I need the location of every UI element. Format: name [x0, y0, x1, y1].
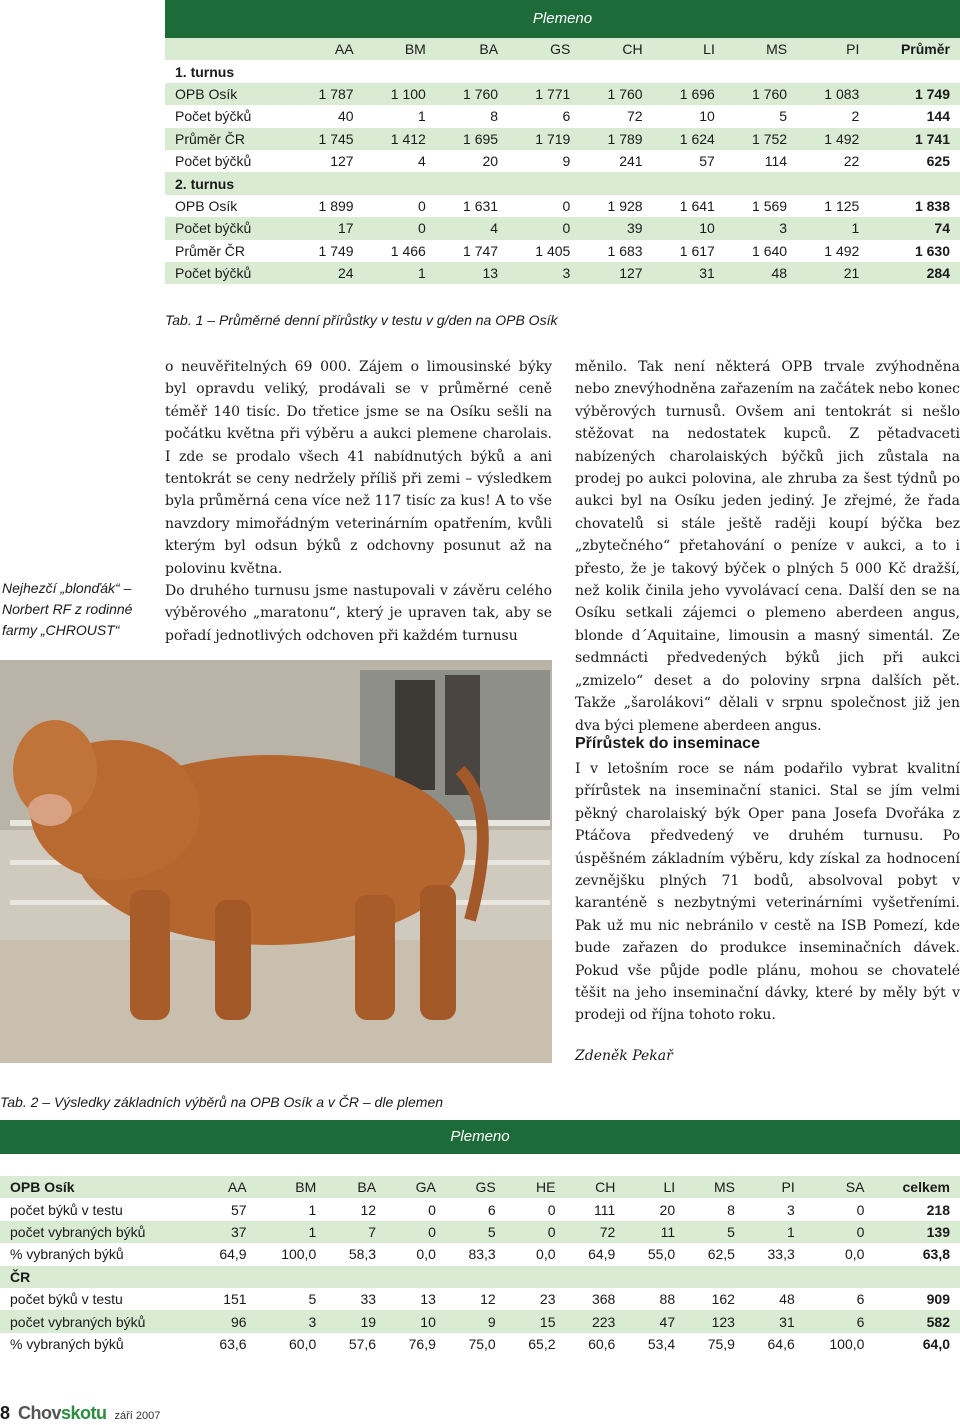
table-cell: 22 — [797, 150, 869, 172]
table-cell: 1 617 — [653, 240, 725, 262]
paragraph: Do druhého turnusu jsme nastupovali v závěru celého výběrového „maratonu“, který je upraven tak, aby se pořadí jednotlivých odchoven při každém turnusu — [165, 583, 552, 644]
table-cell: 100,0 — [257, 1243, 327, 1265]
header-cell: PI — [797, 38, 869, 60]
header-cell: BA — [436, 38, 508, 60]
section-label: 1. turnus — [165, 60, 960, 82]
table-cell: 5 — [725, 105, 797, 127]
header-cell: Průměr — [869, 38, 960, 60]
header-cell: CH — [566, 1176, 626, 1198]
table-cell: 0 — [364, 195, 436, 217]
section-label: 2. turnus — [165, 172, 960, 194]
table-cell: 12 — [446, 1288, 506, 1310]
table-cell: 1 899 — [291, 195, 363, 217]
bull-photo — [0, 660, 552, 1063]
article-column-2 — [575, 356, 960, 737]
article-column-3 — [575, 758, 960, 1027]
table-cell: 218 — [874, 1198, 960, 1220]
table-row — [0, 1288, 960, 1310]
table-cell: 1 760 — [436, 83, 508, 105]
table-cell: Počet býčků — [165, 105, 291, 127]
table-cell: 64,9 — [197, 1243, 257, 1265]
header-cell: BM — [364, 38, 436, 60]
table-cell: 48 — [745, 1288, 805, 1310]
table-row — [0, 1198, 960, 1220]
table-cell: 1 569 — [725, 195, 797, 217]
header-cell: MS — [685, 1176, 745, 1198]
table-2 — [0, 1176, 960, 1355]
table-cell: 1 — [797, 217, 869, 239]
table-cell: 1 741 — [869, 128, 960, 150]
table-cell: 5 — [257, 1288, 327, 1310]
table-2-caption: Tab. 2 – Výsledky základních výběrů na OPB Osík a v ČR – dle plemen — [0, 1094, 444, 1110]
issue-date: září 2007 — [114, 1410, 161, 1422]
table-cell: 1 749 — [869, 83, 960, 105]
table-cell: 7 — [326, 1221, 386, 1243]
table-cell: 57 — [653, 150, 725, 172]
header-cell: CH — [580, 38, 652, 60]
table-cell: 8 — [436, 105, 508, 127]
table-cell: 20 — [625, 1198, 685, 1220]
table-cell: 1 838 — [869, 195, 960, 217]
table-cell: 1 100 — [364, 83, 436, 105]
table-cell: 65,2 — [506, 1333, 566, 1355]
table-cell: 3 — [745, 1198, 805, 1220]
table-cell: 1 125 — [797, 195, 869, 217]
table-row — [165, 128, 960, 150]
table-cell: 0 — [508, 195, 580, 217]
table-2-band: Plemeno — [0, 1120, 960, 1154]
table-cell: 1 — [745, 1221, 805, 1243]
table-cell: 0 — [508, 217, 580, 239]
table-cell: 75,9 — [685, 1333, 745, 1355]
table-cell: 100,0 — [805, 1333, 875, 1355]
table-cell: 111 — [566, 1198, 626, 1220]
header-cell: HE — [506, 1176, 566, 1198]
table-cell: 83,3 — [446, 1243, 506, 1265]
table-cell: 72 — [566, 1221, 626, 1243]
table-cell: 127 — [291, 150, 363, 172]
table-cell: 3 — [725, 217, 797, 239]
logo-part: Chov — [18, 1403, 62, 1423]
header-cell: AA — [291, 38, 363, 60]
header-cell: GA — [386, 1176, 446, 1198]
table-2-grid — [0, 1176, 960, 1355]
table-cell: 4 — [436, 217, 508, 239]
table-cell: 33,3 — [745, 1243, 805, 1265]
table-1-caption: Tab. 1 – Průměrné denní přírůstky v testu v g/den na OPB Osík — [165, 312, 558, 328]
table-cell: 1 412 — [364, 128, 436, 150]
table-cell: 55,0 — [625, 1243, 685, 1265]
header-cell: GS — [446, 1176, 506, 1198]
header-cell — [165, 38, 291, 60]
table-cell: 162 — [685, 1288, 745, 1310]
table-1-grid — [165, 38, 960, 284]
table-section-row — [0, 1266, 960, 1288]
photo-caption: Nejhezčí „blonďák“ – Norbert RF z rodinné farmy „CHROUST“ — [2, 580, 133, 638]
table-header-row — [165, 38, 960, 60]
header-cell: MS — [725, 38, 797, 60]
table-cell: 74 — [869, 217, 960, 239]
table-row — [0, 1333, 960, 1355]
table-cell: 1 747 — [436, 240, 508, 262]
table-cell: 9 — [508, 150, 580, 172]
table-cell: Počet býčků — [165, 217, 291, 239]
table-cell: 11 — [625, 1221, 685, 1243]
table-cell: 20 — [436, 150, 508, 172]
table-cell: 1 683 — [580, 240, 652, 262]
table-cell: 1 624 — [653, 128, 725, 150]
table-cell: 9 — [446, 1310, 506, 1332]
header-cell: SA — [805, 1176, 875, 1198]
table-cell: 123 — [685, 1310, 745, 1332]
table-cell: 582 — [874, 1310, 960, 1332]
table-1-band: Plemeno — [165, 0, 960, 38]
table-cell: 4 — [364, 150, 436, 172]
table-row — [165, 83, 960, 105]
table-cell: 64,6 — [745, 1333, 805, 1355]
table-cell: 76,9 — [386, 1333, 446, 1355]
table-cell: 21 — [797, 262, 869, 284]
table-row — [165, 240, 960, 262]
page-number: 8 — [0, 1403, 11, 1423]
table-header-row — [0, 1176, 960, 1198]
table-cell: 60,0 — [257, 1333, 327, 1355]
table-row — [165, 105, 960, 127]
table-cell: 72 — [580, 105, 652, 127]
table-cell: 284 — [869, 262, 960, 284]
table-cell: 33 — [326, 1288, 386, 1310]
table-cell: 1 631 — [436, 195, 508, 217]
paragraph: I v letošním roce se nám podařilo vybrat kvalitní přírůstek na inseminační stanici. Stal se jím velmi pěkný charolaiský býk Oper pana Josefa Dvořáka z Ptáčova předvedený ve druhém turnusu. Po úspěšném základním výběru, kdy získal za hodnocení zevnějšku plných 71 bodů, absolvoval pobyt v karanténě s nezbytnými veterinárními vyšetřeními. Pak už mu nic nebránilo v cestě na ISB Pomezí, kde bude zařazen do produkce inseminačních dávek. Pokud vše půjde podle plánu, mohou se chovatelé těšit na jeho inseminační dávky, které by měly být v prodeji od října tohoto roku. — [575, 761, 960, 1024]
table-cell: 6 — [508, 105, 580, 127]
table-cell: 19 — [326, 1310, 386, 1332]
table-cell: % vybraných býků — [0, 1333, 197, 1355]
table-cell: 1 696 — [653, 83, 725, 105]
table-cell: 1 — [364, 262, 436, 284]
table-cell: 17 — [291, 217, 363, 239]
magazine-logo — [18, 1403, 107, 1424]
table-cell: 223 — [566, 1310, 626, 1332]
table-cell: 6 — [805, 1288, 875, 1310]
table-cell: 10 — [653, 217, 725, 239]
table-row — [0, 1221, 960, 1243]
table-cell: 96 — [197, 1310, 257, 1332]
table-cell: 1 083 — [797, 83, 869, 105]
table-cell: 37 — [197, 1221, 257, 1243]
table-cell: 57 — [197, 1198, 257, 1220]
table-cell: 2 — [797, 105, 869, 127]
table-cell: 1 760 — [725, 83, 797, 105]
table-cell: 0 — [805, 1198, 875, 1220]
table-cell: 0 — [364, 217, 436, 239]
table-cell: OPB Osík — [165, 83, 291, 105]
table-cell: 127 — [580, 262, 652, 284]
table-cell: 1 771 — [508, 83, 580, 105]
table-cell: 241 — [580, 150, 652, 172]
paragraph: o neuvěřitelných 69 000. Zájem o limousinské býky byl opravdu veliký, prodávali se v průměrné ceně téměř 140 tisíc. Do třetice jsme se na Osíku sešli na počátku května při výběru a aukci plemene charolais. I zde se prodalo všech 41 nabídnutých býků a ani tentokrát se ceny nedržely příliš při zemi – výsledkem byla průměrná cena více než 117 tisíc za kus! A to vše navzdory mimořádným veterinárním opatřením, kvůli kterým byl odsun býků z odchovny posunut až na polovinu května. — [165, 359, 552, 577]
table-cell: 0 — [386, 1221, 446, 1243]
table-cell: 48 — [725, 262, 797, 284]
table-cell: Počet býčků — [165, 150, 291, 172]
section-heading: Přírůstek do inseminace — [575, 735, 760, 752]
table-cell: 1 695 — [436, 128, 508, 150]
table-cell: 0 — [805, 1221, 875, 1243]
table-cell: 64,0 — [874, 1333, 960, 1355]
table-cell: 1 405 — [508, 240, 580, 262]
table-cell: 1 492 — [797, 128, 869, 150]
table-cell: 58,3 — [326, 1243, 386, 1265]
table-cell: 75,0 — [446, 1333, 506, 1355]
table-cell: 0 — [506, 1198, 566, 1220]
table-cell: 114 — [725, 150, 797, 172]
table-row — [0, 1243, 960, 1265]
header-cell: OPB Osík — [0, 1176, 197, 1198]
table-cell: 24 — [291, 262, 363, 284]
table-cell: Průměr ČR — [165, 240, 291, 262]
table-cell: 10 — [386, 1310, 446, 1332]
table-row — [0, 1310, 960, 1332]
table-cell: 909 — [874, 1288, 960, 1310]
table-cell: 31 — [745, 1310, 805, 1332]
table-cell: 40 — [291, 105, 363, 127]
table-row — [165, 195, 960, 217]
table-cell: 57,6 — [326, 1333, 386, 1355]
table-cell: 88 — [625, 1288, 685, 1310]
table-cell: 0 — [506, 1221, 566, 1243]
header-cell: celkem — [874, 1176, 960, 1198]
table-cell: 47 — [625, 1310, 685, 1332]
table-cell: 64,9 — [566, 1243, 626, 1265]
table-cell: 1 641 — [653, 195, 725, 217]
table-cell: 0,0 — [506, 1243, 566, 1265]
table-cell: 1 640 — [725, 240, 797, 262]
table-cell: 1 752 — [725, 128, 797, 150]
table-cell: 368 — [566, 1288, 626, 1310]
table-cell: 39 — [580, 217, 652, 239]
table-cell: počet vybraných býků — [0, 1221, 197, 1243]
table-cell: 62,5 — [685, 1243, 745, 1265]
table-cell: 31 — [653, 262, 725, 284]
table-cell: 139 — [874, 1221, 960, 1243]
bull-illustration — [0, 660, 552, 1063]
table-cell: 1 745 — [291, 128, 363, 150]
table-cell: OPB Osík — [165, 195, 291, 217]
table-row — [165, 217, 960, 239]
table-cell: 1 — [257, 1221, 327, 1243]
section-label: ČR — [0, 1266, 960, 1288]
page-footer — [0, 1403, 160, 1425]
table-cell: 5 — [685, 1221, 745, 1243]
table-cell: 151 — [197, 1288, 257, 1310]
table-cell: 53,4 — [625, 1333, 685, 1355]
header-cell: BM — [257, 1176, 327, 1198]
header-cell: BA — [326, 1176, 386, 1198]
table-cell: 1 789 — [580, 128, 652, 150]
table-cell: 13 — [386, 1288, 446, 1310]
table-cell: 63,6 — [197, 1333, 257, 1355]
table-cell: 0,0 — [386, 1243, 446, 1265]
table-cell: 1 787 — [291, 83, 363, 105]
table-cell: 23 — [506, 1288, 566, 1310]
table-cell: % vybraných býků — [0, 1243, 197, 1265]
table-cell: 1 760 — [580, 83, 652, 105]
table-cell: 12 — [326, 1198, 386, 1220]
paragraph: měnilo. Tak není některá OPB trvale zvýhodněna nebo znevýhodněna zařazením na začátek nebo konec výběrových turnusů. Ovšem ani tentokrát si nešlo stěžovat na nedostatek kupců. Z pětadvaceti nabízených charolaiských býčků jich zůstala na prodej po aukci polovina, ale zhruba za šest týdnů po aukci byl na Osíku jeden jediný. Je zřejmé, že řada chovatelů si stále ještě raději koupí býčka bez „zbytečného“ přetahování o peníze v aukci, a to i přesto, že je takový býček o plných 5 000 Kč dražší, než kolik činila jeho vyvolávací cena. Další den se na Osíku setkali zájemci o plemeno aberdeen angus, blonde d´Aquitaine, limousin a masný simentál. Ze sedmnácti předvedených býků jich při aukci „zmizelo“ deset a do poloviny srpna dalších pět. Takže „šarolákovi“ dělali v srpnu společnost již jen dva býci plemene aberdeen angus. — [575, 359, 960, 734]
header-cell: AA — [197, 1176, 257, 1198]
table-section-row — [165, 60, 960, 82]
table-cell: 0 — [386, 1198, 446, 1220]
table-cell: 1 — [364, 105, 436, 127]
table-cell: 15 — [506, 1310, 566, 1332]
table-cell: 1 749 — [291, 240, 363, 262]
table-cell: 1 466 — [364, 240, 436, 262]
table-cell: 144 — [869, 105, 960, 127]
table-cell: 6 — [805, 1310, 875, 1332]
table-cell: 5 — [446, 1221, 506, 1243]
header-cell: GS — [508, 38, 580, 60]
table-cell: 3 — [508, 262, 580, 284]
author: Zdeněk Pekař — [575, 1048, 673, 1064]
table-cell: 3 — [257, 1310, 327, 1332]
table-cell: 0,0 — [805, 1243, 875, 1265]
table-cell: 1 719 — [508, 128, 580, 150]
header-cell: LI — [653, 38, 725, 60]
header-cell: PI — [745, 1176, 805, 1198]
table-cell: 1 — [257, 1198, 327, 1220]
table-section-row — [165, 172, 960, 194]
table-1 — [165, 0, 960, 284]
table-cell: 8 — [685, 1198, 745, 1220]
header-cell: LI — [625, 1176, 685, 1198]
table-row — [165, 262, 960, 284]
table-cell: počet býků v testu — [0, 1288, 197, 1310]
table-cell: Průměr ČR — [165, 128, 291, 150]
logo-part: skotu — [61, 1403, 107, 1423]
table-cell: 13 — [436, 262, 508, 284]
table-cell: 625 — [869, 150, 960, 172]
table-cell: počet vybraných býků — [0, 1310, 197, 1332]
table-cell: 1 492 — [797, 240, 869, 262]
table-cell: 1 630 — [869, 240, 960, 262]
table-cell: 6 — [446, 1198, 506, 1220]
table-cell: Počet býčků — [165, 262, 291, 284]
table-cell: 1 928 — [580, 195, 652, 217]
article-column-1 — [165, 356, 552, 647]
table-cell: 63,8 — [874, 1243, 960, 1265]
table-cell: 60,6 — [566, 1333, 626, 1355]
table-cell: počet býků v testu — [0, 1198, 197, 1220]
table-row — [165, 150, 960, 172]
table-cell: 10 — [653, 105, 725, 127]
